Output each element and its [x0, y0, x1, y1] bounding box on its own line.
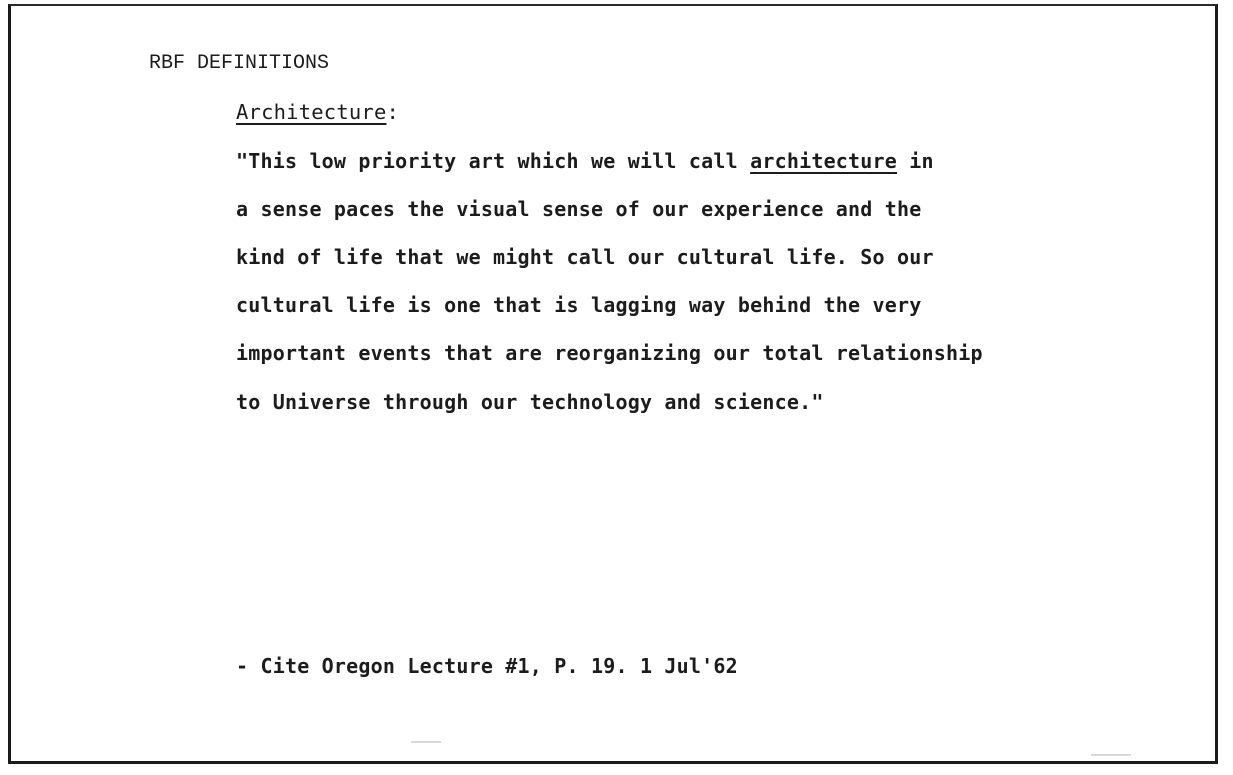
card-heading: RBF DEFINITIONS [149, 52, 330, 75]
citation: - Cite Oregon Lecture #1, P. 19. 1 Jul'62 [236, 654, 738, 678]
quote-line-2: a sense paces the visual sense of our experience and the [236, 197, 922, 221]
index-card [8, 4, 1218, 764]
quote-line-1 [236, 149, 934, 173]
term-label: Architecture [236, 100, 387, 124]
quote-line-6: to Universe through our technology and science." [236, 390, 824, 414]
quote-line-1-after: in [897, 149, 934, 173]
quote-line-3: kind of life that we might call our cultural life. So our [236, 245, 934, 269]
paper-speck [1091, 754, 1131, 756]
quote-line-5: important events that are reorganizing our total relationship [236, 341, 983, 365]
quote-line-4: cultural life is one that is lagging way behind the very [236, 293, 922, 317]
term-heading [236, 100, 399, 124]
term-colon: : [386, 100, 400, 124]
quote-underlined-word: architecture [750, 149, 898, 173]
quote-line-1-before: "This low priority art which we will call [236, 149, 751, 173]
paper-speck [411, 741, 441, 743]
